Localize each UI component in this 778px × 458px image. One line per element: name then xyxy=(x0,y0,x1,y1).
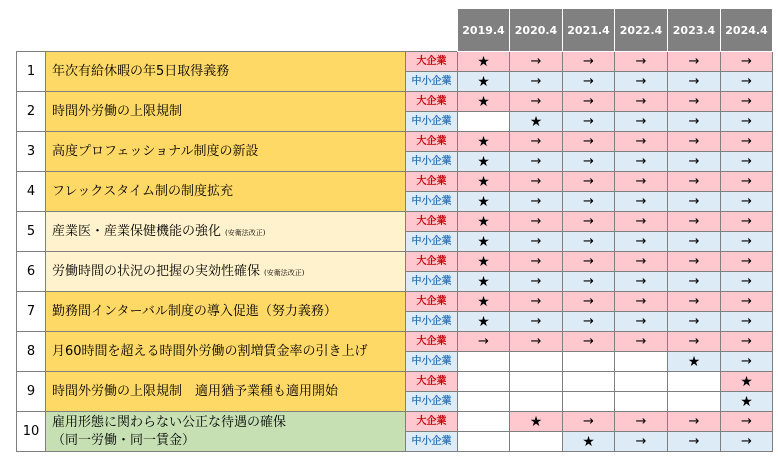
arrow-marker: → xyxy=(721,192,773,212)
item-title: 年次有給休暇の年5日取得義務 xyxy=(52,64,230,79)
item-title: 時間外労働の上限規制 xyxy=(52,104,183,119)
label-sme: 中小企業 xyxy=(406,432,458,452)
star-marker: ★ xyxy=(458,72,510,92)
arrow-marker: → xyxy=(721,292,773,312)
empty-cell xyxy=(615,352,668,372)
arrow-marker: → xyxy=(510,272,563,292)
arrow-marker: → xyxy=(668,72,721,92)
arrow-marker: → xyxy=(721,252,773,272)
arrow-marker: → xyxy=(615,152,668,172)
empty-cell xyxy=(615,372,668,392)
schedule-body xyxy=(17,52,773,452)
arrow-marker: → xyxy=(668,332,721,352)
empty-cell xyxy=(668,392,721,412)
arrow-marker: → xyxy=(615,212,668,232)
row-large-company xyxy=(17,92,773,112)
arrow-marker: → xyxy=(668,52,721,72)
arrow-marker: → xyxy=(668,252,721,272)
empty-cell xyxy=(458,112,510,132)
item-number: 7 xyxy=(17,292,46,332)
star-marker: ★ xyxy=(458,252,510,272)
arrow-marker: → xyxy=(563,292,615,312)
arrow-marker: → xyxy=(563,272,615,292)
label-large-company: 大企業 xyxy=(406,252,458,272)
item-title-cell xyxy=(46,252,406,292)
item-note: (安衛法改正) xyxy=(264,269,305,277)
star-marker: ★ xyxy=(458,312,510,332)
star-marker: ★ xyxy=(458,92,510,112)
label-sme: 中小企業 xyxy=(406,112,458,132)
arrow-marker: → xyxy=(721,112,773,132)
arrow-marker: → xyxy=(563,112,615,132)
item-title-cell xyxy=(46,332,406,372)
row-large-company xyxy=(17,292,773,312)
label-sme: 中小企業 xyxy=(406,72,458,92)
arrow-marker: → xyxy=(721,272,773,292)
star-marker: ★ xyxy=(510,112,563,132)
item-note: (安衛法改正) xyxy=(225,229,266,237)
arrow-marker: → xyxy=(668,272,721,292)
item-number: 8 xyxy=(17,332,46,372)
star-marker: ★ xyxy=(458,52,510,72)
arrow-marker: → xyxy=(668,112,721,132)
row-large-company xyxy=(17,332,773,352)
label-large-company: 大企業 xyxy=(406,212,458,232)
arrow-marker: → xyxy=(615,72,668,92)
arrow-marker: → xyxy=(668,92,721,112)
arrow-marker: → xyxy=(510,92,563,112)
empty-cell xyxy=(510,392,563,412)
empty-cell xyxy=(615,392,668,412)
arrow-marker: → xyxy=(510,212,563,232)
label-sme: 中小企業 xyxy=(406,152,458,172)
item-title: フレックスタイム制の制度拡充 xyxy=(52,184,233,199)
arrow-marker: → xyxy=(563,72,615,92)
year-header: 2023.4 xyxy=(668,9,721,52)
arrow-marker: → xyxy=(563,312,615,332)
year-header: 2022.4 xyxy=(615,9,668,52)
arrow-marker: → xyxy=(615,92,668,112)
arrow-marker: → xyxy=(615,52,668,72)
empty-cell xyxy=(668,372,721,392)
arrow-marker: → xyxy=(615,172,668,192)
arrow-marker: → xyxy=(510,52,563,72)
arrow-marker: → xyxy=(721,92,773,112)
arrow-marker: → xyxy=(721,352,773,372)
row-large-company xyxy=(17,172,773,192)
arrow-marker: → xyxy=(510,132,563,152)
item-title-cell xyxy=(46,372,406,412)
arrow-marker: → xyxy=(615,332,668,352)
empty-cell xyxy=(458,372,510,392)
star-marker: ★ xyxy=(458,172,510,192)
arrow-marker: → xyxy=(668,292,721,312)
arrow-marker: → xyxy=(721,212,773,232)
arrow-marker: → xyxy=(721,52,773,72)
label-large-company: 大企業 xyxy=(406,52,458,72)
item-title: 産業医・産業保健機能の強化 xyxy=(52,224,222,239)
empty-cell xyxy=(510,352,563,372)
arrow-marker: → xyxy=(615,232,668,252)
arrow-marker: → xyxy=(668,192,721,212)
empty-cell xyxy=(510,372,563,392)
item-title-cell xyxy=(46,292,406,332)
arrow-marker: → xyxy=(563,172,615,192)
item-number: 3 xyxy=(17,132,46,172)
label-large-company: 大企業 xyxy=(406,132,458,152)
label-large-company: 大企業 xyxy=(406,92,458,112)
item-title-line2: （同一労働・同一賃金） xyxy=(52,433,196,448)
arrow-marker: → xyxy=(721,412,773,432)
arrow-marker: → xyxy=(668,212,721,232)
item-title: 勤務間インターバル制度の導入促進（努力義務） xyxy=(52,304,337,319)
arrow-marker: → xyxy=(510,72,563,92)
item-number: 4 xyxy=(17,172,46,212)
label-large-company: 大企業 xyxy=(406,172,458,192)
arrow-marker: → xyxy=(510,312,563,332)
header-blank xyxy=(17,9,406,52)
arrow-marker: → xyxy=(563,252,615,272)
arrow-marker: → xyxy=(721,232,773,252)
arrow-marker: → xyxy=(668,432,721,452)
star-marker: ★ xyxy=(458,272,510,292)
arrow-marker: → xyxy=(721,172,773,192)
year-header: 2019.4 xyxy=(458,9,510,52)
year-header: 2024.4 xyxy=(721,9,773,52)
arrow-marker: → xyxy=(668,412,721,432)
arrow-marker: → xyxy=(615,412,668,432)
item-title-cell xyxy=(46,212,406,252)
star-marker: ★ xyxy=(458,212,510,232)
arrow-marker: → xyxy=(721,312,773,332)
empty-cell xyxy=(458,412,510,432)
star-marker: ★ xyxy=(721,392,773,412)
item-title: 高度プロフェッショナル制度の新設 xyxy=(52,144,259,159)
star-marker: ★ xyxy=(563,432,615,452)
star-marker: ★ xyxy=(458,292,510,312)
empty-cell xyxy=(458,432,510,452)
arrow-marker: → xyxy=(510,332,563,352)
label-large-company: 大企業 xyxy=(406,292,458,312)
arrow-marker: → xyxy=(721,132,773,152)
arrow-marker: → xyxy=(563,92,615,112)
arrow-marker: → xyxy=(510,192,563,212)
arrow-marker: → xyxy=(615,272,668,292)
item-number: 6 xyxy=(17,252,46,292)
arrow-marker: → xyxy=(721,332,773,352)
arrow-marker: → xyxy=(563,192,615,212)
label-sme: 中小企業 xyxy=(406,232,458,252)
label-large-company: 大企業 xyxy=(406,412,458,432)
row-large-company xyxy=(17,412,773,432)
arrow-marker: → xyxy=(563,132,615,152)
year-header: 2021.4 xyxy=(563,9,615,52)
star-marker: ★ xyxy=(458,152,510,172)
item-title: 月60時間を超える時間外労働の割増賃金率の引き上げ xyxy=(52,344,368,359)
label-large-company: 大企業 xyxy=(406,372,458,392)
header-spacer-row xyxy=(17,9,773,52)
arrow-marker: → xyxy=(721,72,773,92)
star-marker: ★ xyxy=(668,352,721,372)
arrow-marker: → xyxy=(563,232,615,252)
schedule-table xyxy=(16,8,773,452)
star-marker: ★ xyxy=(721,372,773,392)
arrow-marker: → xyxy=(721,432,773,452)
item-number: 5 xyxy=(17,212,46,252)
arrow-marker: → xyxy=(510,232,563,252)
row-large-company xyxy=(17,252,773,272)
label-large-company: 大企業 xyxy=(406,332,458,352)
year-header: 2020.4 xyxy=(510,9,563,52)
arrow-marker: → xyxy=(668,232,721,252)
arrow-marker: → xyxy=(668,172,721,192)
label-sme: 中小企業 xyxy=(406,352,458,372)
arrow-marker: → xyxy=(721,152,773,172)
item-title-cell xyxy=(46,52,406,92)
arrow-marker: → xyxy=(563,152,615,172)
label-sme: 中小企業 xyxy=(406,392,458,412)
empty-cell xyxy=(563,352,615,372)
empty-cell xyxy=(510,432,563,452)
arrow-marker: → xyxy=(615,252,668,272)
arrow-marker: → xyxy=(563,412,615,432)
arrow-marker: → xyxy=(510,172,563,192)
item-title-cell xyxy=(46,172,406,212)
arrow-marker: → xyxy=(668,312,721,332)
star-marker: ★ xyxy=(458,132,510,152)
star-marker: ★ xyxy=(458,232,510,252)
item-number: 2 xyxy=(17,92,46,132)
empty-cell xyxy=(563,372,615,392)
arrow-marker: → xyxy=(615,192,668,212)
item-number: 1 xyxy=(17,52,46,92)
row-large-company xyxy=(17,372,773,392)
item-number: 9 xyxy=(17,372,46,412)
arrow-marker: → xyxy=(510,152,563,172)
item-title: 労働時間の状況の把握の実効性確保 xyxy=(52,264,261,279)
arrow-marker: → xyxy=(458,332,510,352)
item-title: 雇用形態に関わらない公正な待遇の確保 xyxy=(52,415,287,430)
arrow-marker: → xyxy=(615,292,668,312)
arrow-marker: → xyxy=(615,112,668,132)
arrow-marker: → xyxy=(563,332,615,352)
arrow-marker: → xyxy=(668,132,721,152)
item-title-cell xyxy=(46,412,406,452)
arrow-marker: → xyxy=(563,52,615,72)
arrow-marker: → xyxy=(615,432,668,452)
header-blank-cat xyxy=(406,9,458,52)
item-title: 時間外労働の上限規制 適用猶予業種も適用開始 xyxy=(52,384,339,399)
empty-cell xyxy=(458,392,510,412)
empty-cell xyxy=(563,392,615,412)
empty-cell xyxy=(458,352,510,372)
row-large-company xyxy=(17,52,773,72)
arrow-marker: → xyxy=(510,252,563,272)
item-title-cell xyxy=(46,132,406,172)
arrow-marker: → xyxy=(615,312,668,332)
star-marker: ★ xyxy=(458,192,510,212)
row-large-company xyxy=(17,132,773,152)
row-large-company xyxy=(17,212,773,232)
arrow-marker: → xyxy=(615,132,668,152)
label-sme: 中小企業 xyxy=(406,312,458,332)
star-marker: ★ xyxy=(510,412,563,432)
arrow-marker: → xyxy=(668,152,721,172)
item-title-cell xyxy=(46,92,406,132)
arrow-marker: → xyxy=(510,292,563,312)
label-sme: 中小企業 xyxy=(406,192,458,212)
item-number: 10 xyxy=(17,412,46,452)
label-sme: 中小企業 xyxy=(406,272,458,292)
arrow-marker: → xyxy=(563,212,615,232)
